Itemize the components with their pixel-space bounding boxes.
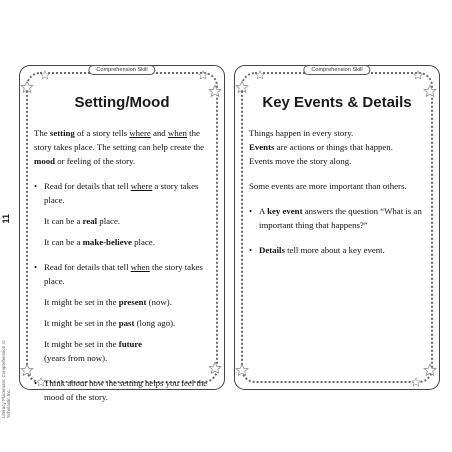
list-item: • A key event answers the question “What is an important thing that happens?”: [249, 206, 422, 230]
page-credit: Literacy Placemats: Comprehension © Scholastic Inc.: [1, 339, 11, 418]
sub-line: It can be a make-believe place.: [44, 237, 155, 247]
intro-paragraph: The setting of a story tells where and when the story takes place. The setting can help create the mood or feeling of the story.: [34, 128, 205, 166]
star-icon: [413, 70, 423, 80]
sub-line: It might be set in the future (years from now).: [44, 339, 143, 363]
star-icon: [235, 363, 249, 377]
star-icon: [255, 70, 265, 80]
paragraph: Events move the story along.: [249, 156, 352, 166]
card-title: Setting/Mood: [74, 94, 170, 111]
section-tab: Comprehension Skill: [88, 65, 155, 75]
star-icon: [40, 70, 50, 80]
star-icon: [198, 70, 208, 80]
card-body: [34, 126, 216, 404]
sub-line: It might be set in the past (long ago).: [44, 318, 176, 328]
paragraph: Some events are more important than others.: [249, 181, 407, 191]
sub-line: It might be set in the present (now).: [44, 297, 172, 307]
list-item: • Think about how the setting helps you feel the mood of the story.: [34, 378, 208, 402]
key-events-card: [234, 65, 440, 390]
list-item: • Read for details that tell when the story takes place.: [34, 262, 203, 286]
page-number: 11: [1, 214, 11, 224]
star-icon: [235, 80, 249, 94]
sub-line: It can be a real place.: [44, 216, 121, 226]
list-item: • Read for details that tell where a story takes place.: [34, 181, 199, 205]
paragraph: Things happen in every story.: [249, 128, 354, 138]
card-title: Key Events & Details: [262, 94, 412, 111]
list-item: • Details tell more about a key event.: [249, 245, 385, 255]
paragraph: Events are actions or things that happen.: [249, 142, 393, 152]
star-icon: [20, 363, 34, 377]
section-tab: Comprehension Skill: [303, 65, 370, 75]
star-icon: [20, 80, 34, 94]
star-icon: [411, 377, 421, 387]
star-icon: [423, 363, 437, 377]
setting-mood-card: [19, 65, 225, 402]
card-body: [249, 126, 431, 257]
